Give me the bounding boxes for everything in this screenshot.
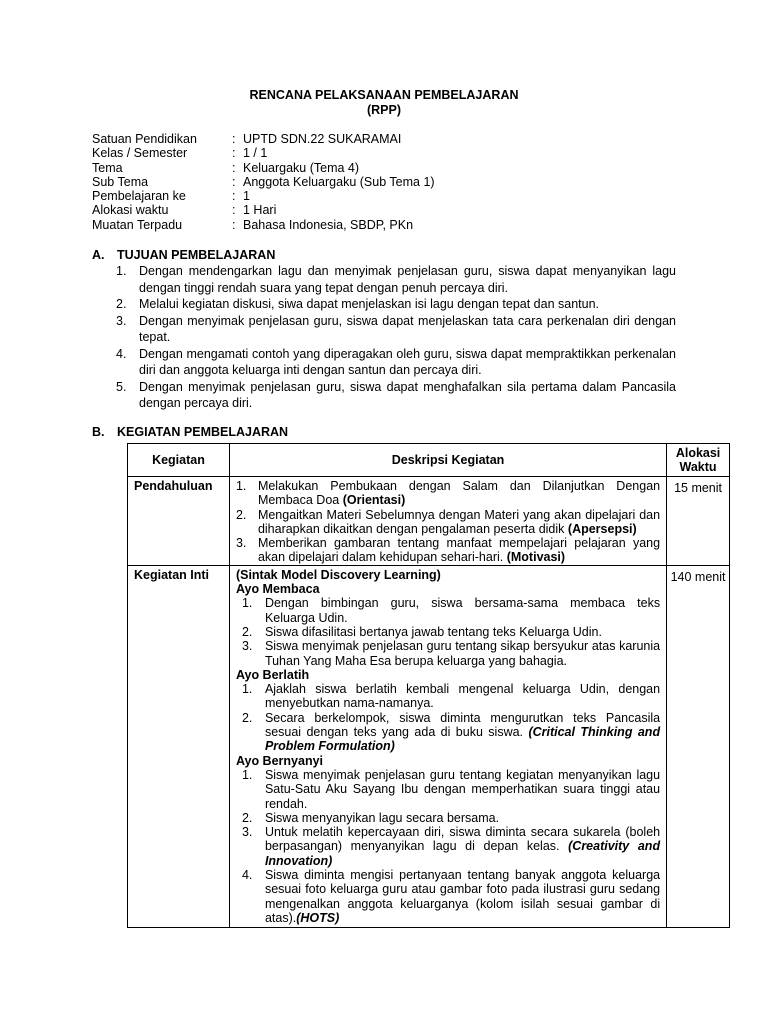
kegiatan-cell: Kegiatan Inti [128, 565, 230, 927]
item-text: Siswa menyimak penjelasan guru tentang sikap bersyukur atas karunia Tuhan Yang Maha Esa berupa keluarga yang bahagia. [264, 639, 661, 668]
item-number: 2. [235, 507, 247, 522]
item-number: 3. [235, 536, 247, 551]
item-text: Ajaklah siswa berlatih kembali mengenal keluarga Udin, dengan menyebutkan nama-namanya. [264, 682, 661, 711]
tujuan-list [116, 263, 676, 412]
table-header-row [128, 444, 730, 477]
item-text: Dengan mendengarkan lagu dan menyimak penjelasan guru, siswa dapat menyanyikan lagu dengan tinggi rendah suara yang tepat dengan penuh percaya diri. [139, 264, 676, 295]
item-text: Mengaitkan Materi Sebelumnya dengan Materi yang akan dipelajari dan diharapkan dikaitkan dengan pengalaman peserta didik [257, 507, 661, 536]
list-item [236, 479, 660, 508]
document-subtitle: (RPP) [366, 103, 402, 117]
list-item [236, 625, 660, 639]
item-number: 3. [116, 313, 127, 328]
item-tag: (Motivasi) [506, 550, 566, 565]
info-label: Alokasi waktu [92, 203, 169, 218]
info-value: Anggota Keluargaku (Sub Tema 1) [243, 174, 435, 189]
item-number: 1. [235, 479, 247, 493]
item-tag: (Orientasi) [342, 493, 406, 508]
info-colon: : [232, 174, 236, 189]
list-item [116, 313, 676, 346]
table-row-pendahuluan [128, 477, 730, 566]
item-text: Untuk melatih kepercayaan diri, siswa diminta secara sukarela (boleh berpasangan) menyanyikan lagu di depan kelas. [264, 825, 661, 854]
deskripsi-cell [229, 477, 666, 566]
list-item [236, 825, 660, 868]
item-number: 4. [116, 346, 127, 361]
item-text: Siswa menyanyikan lagu secara bersama. [264, 810, 500, 825]
item-text: Siswa menyimak penjelasan guru tentang kegiatan menyanyikan lagu Satu-Satu Aku Sayang Ibu dengan memperhatikan suara tinggi atau rendah. [264, 767, 661, 811]
list-item [236, 639, 660, 668]
header-kegiatan: Kegiatan [128, 444, 230, 477]
section-a-heading [92, 248, 275, 262]
section-title: KEGIATAN PEMBELAJARAN [117, 425, 289, 439]
item-number: 2. [241, 810, 253, 825]
item-number: 3. [241, 639, 253, 654]
item-number: 2. [116, 297, 127, 311]
list-item [236, 682, 660, 711]
document-title: RENCANA PELAKSANAAN PEMBELAJARAN [249, 88, 519, 102]
list-item [236, 711, 660, 754]
info-colon: : [232, 217, 236, 232]
info-value: 1 / 1 [243, 146, 268, 161]
item-number: 2. [241, 624, 253, 639]
info-colon: : [232, 146, 236, 161]
item-tag: (Creativity and Innovation) [264, 839, 661, 868]
item-tag: (Apersepsi) [567, 521, 637, 536]
section-letter: B. [92, 425, 105, 439]
info-label: Muatan Terpadu [92, 217, 183, 232]
list-item [116, 296, 676, 313]
info-value: 1 Hari [243, 203, 277, 218]
kegiatan-cell: Pendahuluan [128, 477, 230, 566]
item-number: 1. [241, 596, 253, 611]
list-item [236, 536, 660, 565]
list-item [116, 379, 676, 412]
info-colon: : [232, 203, 236, 218]
list-item [236, 596, 660, 625]
section-title: TUJUAN PEMBELAJARAN [117, 248, 276, 262]
item-text: Dengan menyimak penjelasan guru, siswa dapat menghafalkan sila pertama dalam Pancasila dengan percaya diri. [139, 379, 676, 410]
info-colon: : [232, 160, 236, 175]
list-item [116, 346, 676, 379]
subsection-title: Ayo Berlatih [235, 667, 310, 682]
sintak-label: (Sintak Model Discovery Learning) [235, 567, 441, 582]
deskripsi-cell [229, 565, 666, 927]
info-value: UPTD SDN.22 SUKARAMAI [243, 132, 402, 146]
kegiatan-table [127, 443, 730, 928]
subsection-title: Ayo Bernyanyi [235, 753, 324, 768]
item-tag: (Critical Thinking and Problem Formulation) [264, 725, 661, 754]
list-item [236, 508, 660, 537]
header-deskripsi: Deskripsi Kegiatan [229, 444, 666, 477]
header-alokasi: Alokasi Waktu [667, 444, 730, 477]
info-label: Pembelajaran ke [92, 189, 186, 204]
info-label: Sub Tema [92, 174, 149, 189]
table-row-inti [128, 565, 730, 927]
info-value: 1 [243, 189, 250, 204]
info-value: Bahasa Indonesia, SBDP, PKn [243, 217, 414, 232]
item-number: 1. [116, 264, 127, 278]
item-number: 2. [241, 710, 253, 725]
item-number: 1. [241, 682, 253, 697]
item-text: Memberikan gambaran tentang manfaat mempelajari pelajaran yang akan dipelajari dalam kehidupan sehari-hari. [257, 536, 661, 565]
item-text: Dengan bimbingan guru, siswa bersama-sama membaca teks Keluarga Udin. [264, 596, 661, 625]
section-b-heading [92, 425, 288, 439]
item-number: 3. [241, 825, 253, 840]
item-number: 4. [241, 868, 253, 883]
item-text: Dengan menyimak penjelasan guru, siswa dapat menjelaskan tata cara perkenalan diri dengan tepat. [139, 313, 676, 344]
list-item [236, 768, 660, 811]
item-text: Siswa diminta mengisi pertanyaan tentang banyak anggota keluarga sesuai foto keluarga guru atau gambar foto pada ilustrasi guru sedang mengenalkan anggota keluarganya (kolom isilah sesuai gambar di atas). [264, 868, 661, 925]
info-colon: : [232, 132, 236, 146]
waktu-cell: 140 menit [667, 565, 730, 927]
section-letter: A. [92, 248, 105, 262]
info-value: Keluargaku (Tema 4) [243, 160, 360, 175]
info-label: Satuan Pendidikan [92, 132, 197, 146]
info-colon: : [232, 189, 236, 204]
list-item [116, 263, 676, 296]
info-label: Kelas / Semester [92, 146, 188, 161]
item-text: Melakukan Pembukaan dengan Salam dan Dilanjutkan Dengan Membaca Doa [257, 479, 661, 508]
waktu-cell: 15 menit [667, 477, 730, 566]
list-item [236, 811, 660, 825]
info-label: Tema [92, 160, 123, 175]
item-number: 1. [241, 767, 253, 782]
item-text: Dengan mengamati contoh yang diperagakan oleh guru, siswa dapat mempraktikkan perkenalan diri dan anggota keluarga inti dengan santun dan percaya diri. [139, 346, 676, 377]
item-text: Secara berkelompok, siswa diminta mengurutkan teks Pancasila sesuai dengan teks yang ada di buku siswa. [264, 710, 661, 740]
item-number: 5. [116, 379, 127, 394]
item-tag: (HOTS) [296, 910, 340, 925]
item-text: Siswa difasilitasi bertanya jawab tentang teks Keluarga Udin. [264, 624, 602, 639]
list-item [236, 868, 660, 925]
item-text: Melalui kegiatan diskusi, siwa dapat menjelaskan isi lagu dengan tepat dan santun. [139, 297, 600, 311]
subsection-title: Ayo Membaca [235, 582, 320, 597]
